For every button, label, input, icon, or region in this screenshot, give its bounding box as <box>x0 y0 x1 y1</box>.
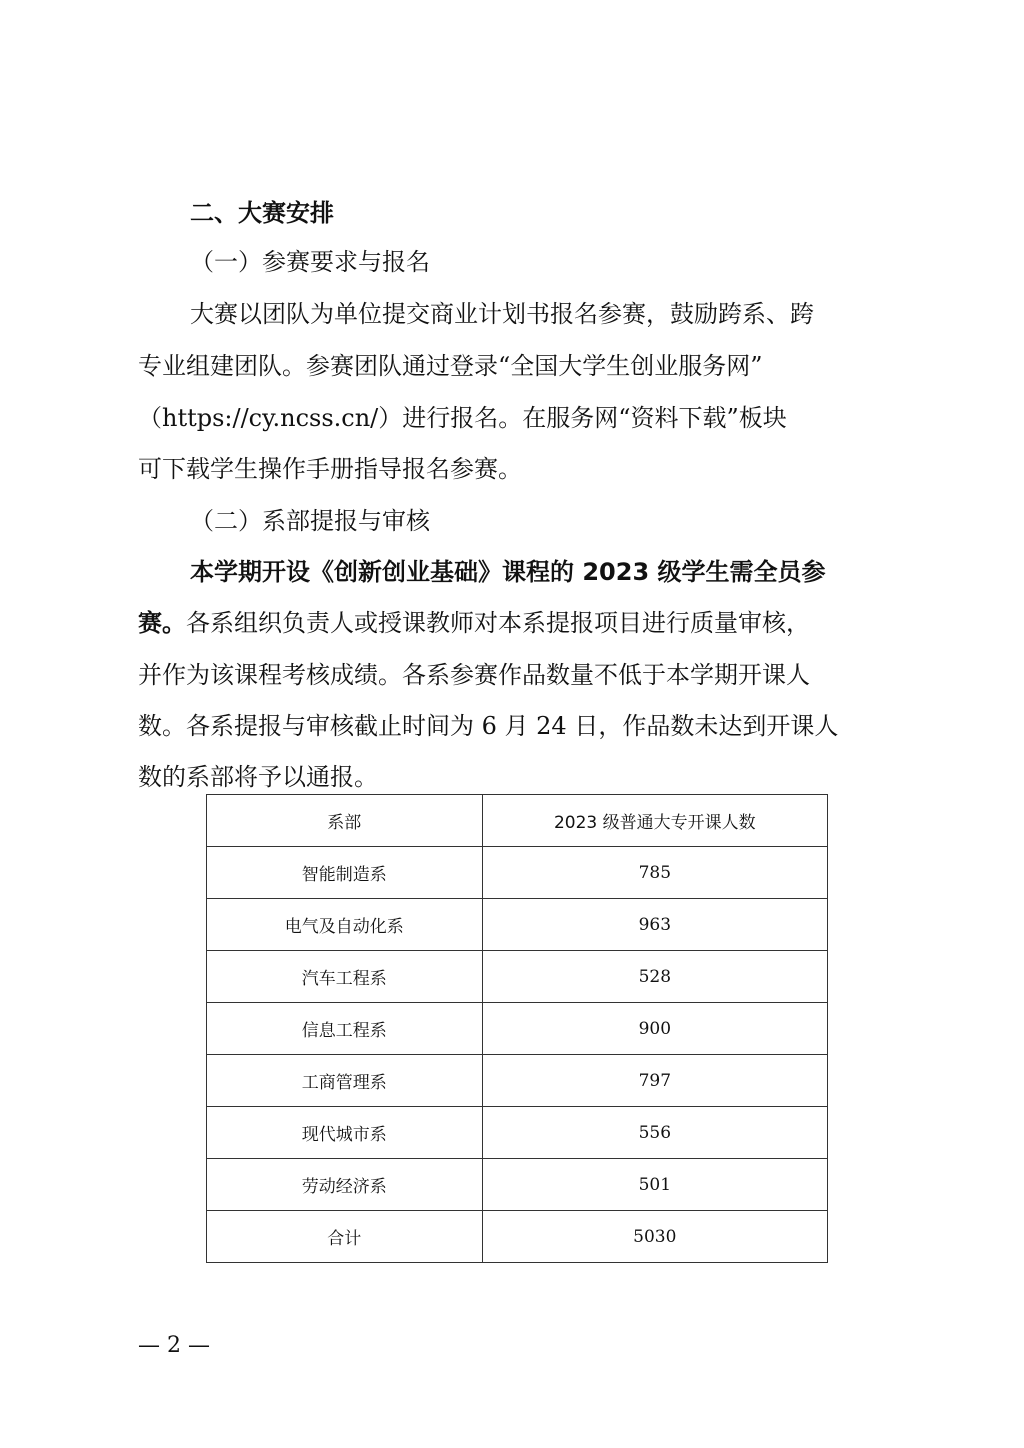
enrollment-cell: 556 <box>482 1107 827 1159</box>
paragraph-line: 并作为该课程考核成绩。各系参赛作品数量不低于本学期开课人 <box>138 661 810 689</box>
paragraph-line: （https://cy.ncss.cn/）进行报名。在服务网“资料下载”板块 <box>138 404 787 432</box>
enrollment-cell: 528 <box>482 951 827 1003</box>
enrollment-cell: 963 <box>482 899 827 951</box>
paragraph-line-bold: 本学期开设《创新创业基础》课程的 2023 级学生需全员参 <box>190 558 826 586</box>
department-cell: 现代城市系 <box>207 1107 483 1159</box>
department-cell: 劳动经济系 <box>207 1159 483 1211</box>
department-cell: 电气及自动化系 <box>207 899 483 951</box>
table-total-row <box>207 1211 828 1263</box>
paragraph-line: 数。各系提报与审核截止时间为 6 月 24 日，作品数未达到开课人 <box>138 712 839 740</box>
total-value-cell: 5030 <box>482 1211 827 1263</box>
total-label-cell: 合计 <box>207 1211 483 1263</box>
table-row <box>207 899 828 951</box>
department-enrollment-table <box>206 794 828 1263</box>
paragraph-line: 大赛以团队为单位提交商业计划书报名参赛，鼓励跨系、跨 <box>190 300 814 328</box>
paragraph-line: 可下载学生操作手册指导报名参赛。 <box>138 455 522 483</box>
page-number: — 2 — <box>138 1333 210 1358</box>
table-header-row <box>207 795 828 847</box>
subsection-title-registration: （一）参赛要求与报名 <box>190 248 430 276</box>
table-row <box>207 1107 828 1159</box>
table-row <box>207 1003 828 1055</box>
department-cell: 信息工程系 <box>207 1003 483 1055</box>
header-enrollment: 2023 级普通大专开课人数 <box>482 795 827 847</box>
subsection-title-review: （二）系部提报与审核 <box>190 507 430 535</box>
department-cell: 智能制造系 <box>207 847 483 899</box>
text-fragment: 各系组织负责人或授课教师对本系提报项目进行质量审核， <box>186 609 810 637</box>
department-cell: 汽车工程系 <box>207 951 483 1003</box>
header-department: 系部 <box>207 795 483 847</box>
section-title: 二、大赛安排 <box>190 199 334 227</box>
bold-fragment: 赛。 <box>138 609 186 637</box>
paragraph-line: 专业组建团队。参赛团队通过登录“全国大学生创业服务网” <box>138 352 763 380</box>
table-row <box>207 847 828 899</box>
enrollment-cell: 797 <box>482 1055 827 1107</box>
table-row <box>207 951 828 1003</box>
paragraph-line: 数的系部将予以通报。 <box>138 763 378 791</box>
enrollment-cell: 785 <box>482 847 827 899</box>
department-cell: 工商管理系 <box>207 1055 483 1107</box>
table-row <box>207 1055 828 1107</box>
enrollment-cell: 900 <box>482 1003 827 1055</box>
paragraph-line <box>138 607 898 639</box>
table-row <box>207 1159 828 1211</box>
enrollment-cell: 501 <box>482 1159 827 1211</box>
